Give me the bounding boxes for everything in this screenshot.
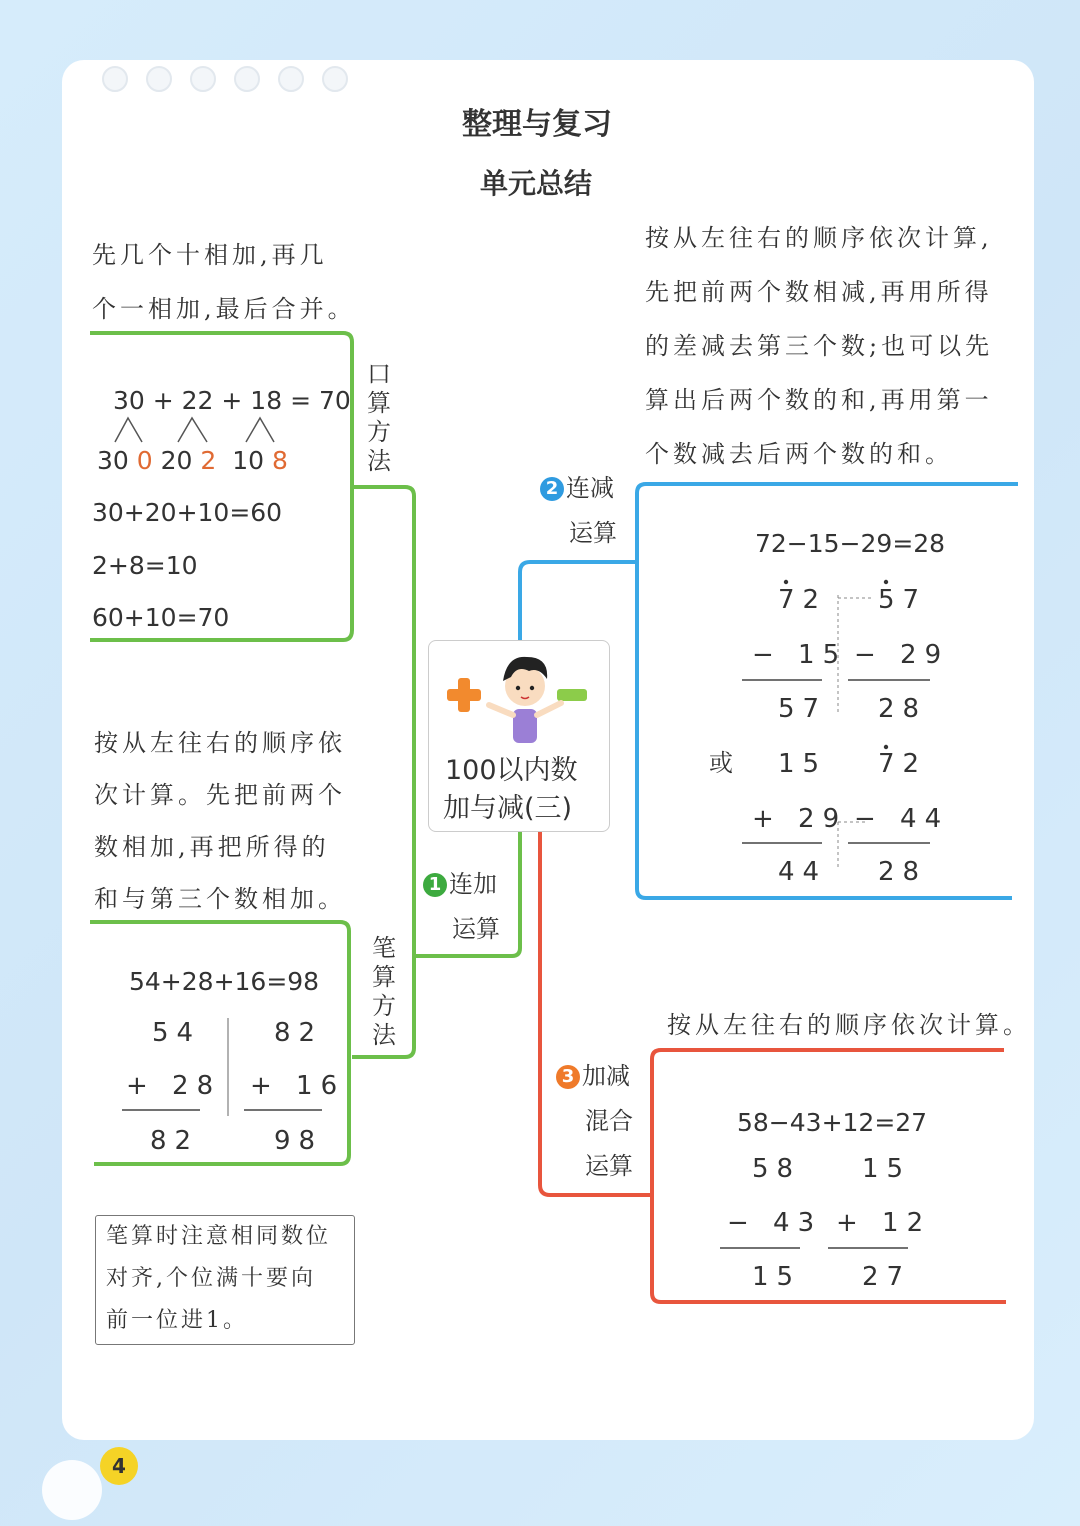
branch3-label: 3 加减	[556, 1064, 630, 1089]
vertical-calc-digit: − 44	[854, 804, 950, 834]
branch2-desc: 个数减去后两个数的和。	[645, 440, 953, 468]
vertical-calc-digit: 15	[862, 1154, 912, 1184]
vertical-calc-digit: 15	[752, 1262, 802, 1292]
center-title-line2: 加与减(三)	[443, 793, 573, 824]
vertical-calc-digit: 57	[778, 694, 828, 724]
vertical-calc-digit: 57	[878, 585, 928, 615]
vertical-calc-digit: 58	[752, 1154, 802, 1184]
page-number: 4	[100, 1447, 138, 1485]
vertical-calc-digit: + 29	[752, 804, 848, 834]
written-method-desc: 和与第三个数相加。	[94, 885, 346, 913]
oral-method-desc: 先几个十相加,再几	[92, 241, 328, 269]
branch3-label-line3: 运算	[585, 1152, 633, 1180]
branch3-desc: 按从左往右的顺序依次计算。	[667, 1011, 1031, 1039]
vertical-calc-digit: 44	[778, 857, 828, 887]
branch1-label-line2: 运算	[452, 915, 500, 943]
vertical-calc-digit: − 29	[854, 640, 950, 670]
vertical-calc-digit: + 28	[126, 1071, 222, 1101]
oral-step: 60+10=70	[92, 603, 230, 632]
vertical-calc-digit: + 12	[836, 1208, 932, 1238]
vertical-calc-digit: 72	[878, 749, 928, 779]
boy-with-plus-minus-icon	[429, 641, 609, 751]
vertical-calc-digit: 28	[878, 694, 928, 724]
vertical-calc-digit: + 16	[250, 1071, 346, 1101]
oral-step: 2+8=10	[92, 551, 198, 580]
oral-split: 30 0 20 2 10 8	[97, 446, 288, 475]
oral-step: 30+20+10=60	[92, 498, 283, 527]
vertical-calc-digit: 82	[150, 1126, 200, 1156]
tip-box	[95, 1215, 355, 1345]
center-title-line1: 100以内数	[445, 755, 578, 786]
vertical-calc-digit: 54	[152, 1018, 202, 1048]
tip-line: 笔算时注意相同数位	[106, 1224, 332, 1249]
page-title: 整理与复习	[462, 107, 612, 142]
oral-method-label: 口算方法	[367, 360, 391, 475]
or-label: 或	[709, 749, 733, 777]
branch1-number-badge: 1	[423, 873, 447, 897]
vertical-calc-digit: 15	[778, 749, 828, 779]
branch2-equation: 72−15−29=28	[755, 529, 946, 558]
vertical-calc-digit: 28	[878, 857, 928, 887]
vertical-calc-digit: − 43	[727, 1208, 823, 1238]
branch3-label-line2: 混合	[585, 1107, 633, 1135]
vertical-calc-digit: 98	[274, 1126, 324, 1156]
branch2-label: 2 连减	[540, 476, 614, 501]
branch2-number-badge: 2	[540, 477, 564, 501]
vertical-calc-digit: 82	[274, 1018, 324, 1048]
vertical-calc-digit: 27	[862, 1262, 912, 1292]
center-topic	[428, 640, 610, 832]
branch2-label-line2: 运算	[569, 519, 617, 547]
page-subtitle: 单元总结	[480, 167, 593, 200]
written-method-desc: 数相加,再把所得的	[94, 833, 330, 861]
branch2-desc: 的差减去第三个数;也可以先	[645, 332, 994, 360]
vertical-calc-digit: − 15	[752, 640, 848, 670]
vertical-calc-digit: 72	[778, 585, 828, 615]
written-method-label: 笔算方法	[372, 934, 396, 1049]
tip-line: 前一位进1。	[106, 1308, 248, 1333]
oral-method-desc: 个一相加,最后合并。	[92, 295, 356, 323]
branch1-label: 1 连加	[423, 872, 497, 897]
written-equation: 54+28+16=98	[129, 967, 320, 996]
branch2-desc: 算出后两个数的和,再用第一	[645, 386, 993, 414]
oral-equation: 30 + 22 + 18 = 70	[113, 386, 351, 415]
branch2-desc: 按从左往右的顺序依次计算,	[645, 224, 993, 252]
branch3-number-badge: 3	[556, 1065, 580, 1089]
written-method-desc: 次计算。先把前两个	[94, 781, 346, 809]
branch3-equation: 58−43+12=27	[737, 1108, 928, 1137]
written-method-desc: 按从左往右的顺序依	[94, 729, 346, 757]
branch2-desc: 先把前两个数相减,再用所得	[645, 278, 993, 306]
tip-line: 对齐,个位满十要向	[106, 1266, 316, 1291]
